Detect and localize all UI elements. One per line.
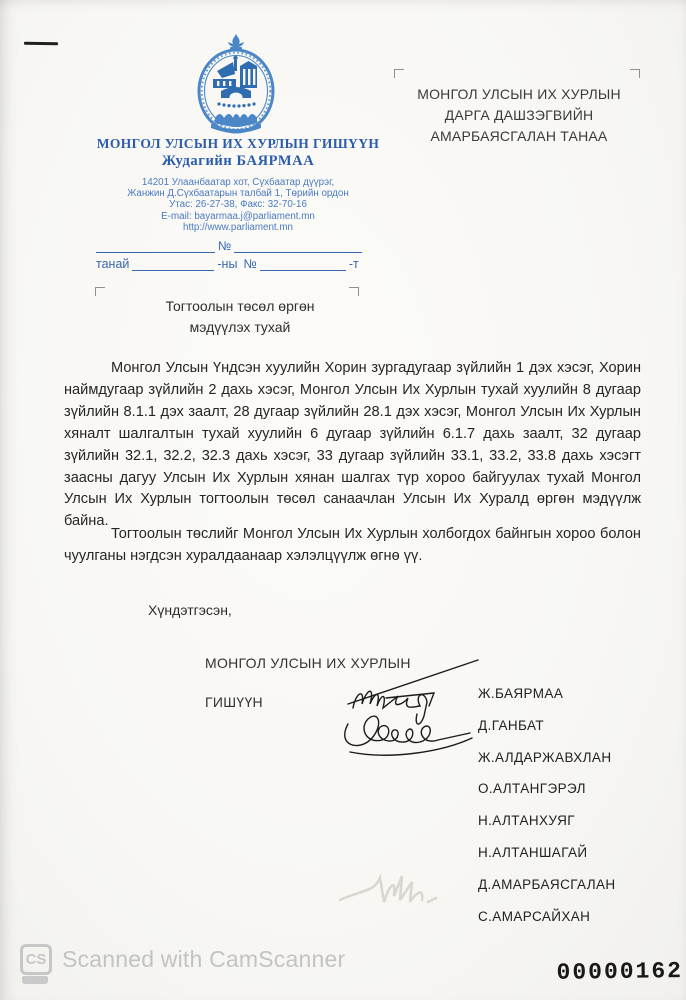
address-line: E-mail: bayarmaa.j@parliament.mn (161, 210, 315, 222)
blank-date-line (96, 240, 215, 253)
signer-name: Н.АЛТАНХУЯГ (478, 813, 575, 829)
signers-list (478, 686, 678, 940)
recipient-line: ДАРГА ДАШЗЭГВИЙН (444, 107, 594, 123)
ref-prefix: танай (96, 257, 130, 271)
ref-mid: -ны (217, 257, 238, 271)
number-sign: № (243, 257, 257, 271)
letterhead-member-name: Жудагийн БАЯРМАА (161, 153, 315, 169)
number-sign: № (218, 239, 232, 253)
blank-date-line (132, 258, 214, 271)
blank-number-line (234, 240, 362, 253)
recipient-line: МОНГОЛ УЛСЫН ИХ ХУРЛЫН (417, 86, 621, 102)
crop-mark (630, 69, 640, 78)
address-line: http://www.parliament.mn (183, 221, 293, 233)
signer-name: Ж.АЛДАРЖАВХЛАН (478, 749, 612, 765)
reference-line-incoming (96, 258, 362, 271)
signer-name: Н.АЛТАНШАГАЙ (478, 844, 588, 860)
signature-org: МОНГОЛ УЛСЫН ИХ ХУРЛЫН (205, 655, 411, 671)
signature-role: ГИШҮҮН (205, 694, 263, 710)
signer-name: Д.ГАНБАТ (478, 717, 545, 733)
crop-mark (349, 287, 359, 296)
handwritten-signature (320, 646, 490, 764)
recipient-block (396, 84, 642, 147)
document-stamp-number: 00000162 (556, 958, 684, 986)
subject-title (100, 296, 380, 337)
state-emblem (177, 33, 295, 135)
subject-line: Тогтоолын төсөл өргөн (165, 298, 315, 314)
signer-name: Ж.БАЯРМАА (478, 686, 564, 701)
recipient-line: АМАРБАЯСГАЛАН ТАНАА (430, 128, 608, 144)
cs-icon-base (22, 976, 48, 984)
ref-suffix: -т (348, 257, 359, 271)
scan-artifact-dash (24, 42, 58, 45)
address-line: Жанжин Д.Сүхбаатарын талбай 1, Төрийн ордон (127, 188, 349, 200)
body-paragraph-2: Тогтоолын төслийг Монгол Улсын Их Хурлын холбогдох байнгын хороо болон чуулганы нэгдсэн хуралдаанаар хэлэлцүүлж өгнө үү. (64, 526, 641, 564)
camscanner-watermark: Scanned with CamScanner (62, 946, 346, 972)
signer-name: С.АМАРСАЙХАН (478, 908, 591, 924)
signer-name: Д.АМАРБАЯСГАЛАН (478, 876, 616, 892)
closing-salutation: Хүндэтгэсэн, (148, 602, 232, 618)
letterhead-org-name: МОНГОЛ УЛСЫН ИХ ХУРЛЫН ГИШҮҮН (96, 136, 380, 151)
cs-icon-box: CS (20, 944, 52, 975)
camscanner-cs-icon (20, 944, 50, 984)
address-line: 14201 Улаанбаатар хот, Сүхбаатар дүүрэг, (141, 177, 335, 188)
reference-line-outgoing (96, 240, 362, 253)
crop-mark (95, 287, 105, 296)
letterhead-address (60, 177, 416, 233)
crop-mark (394, 69, 404, 78)
faint-pencil-scribble (332, 862, 447, 922)
body-paragraph-1: Монгол Улсын Үндсэн хуулийн Хорин зургадугаар зүйлийн 1 дэх хэсэг, Хорин наймдугаар зүйлийн 2 дахь хэсэг, Монгол Улсын Их Хурлын тухай хуулийн 8 дугаар зүйлийн 8.1.1 дэх заалт, 28 дугаар зүйлийн 28.1 дэх хэсэг, Монгол Улсын Их Хурлын хяналт шалгалтын тухай хуулийн 6 дугаар зүйлийн 6.1.7 дахь заалт, 32 дугаар зүйлийн 32.1, 32.2, 32.3 дахь хэсэг, 33 дугаар зүйлийн 33.1, 33.2, 33.8 дахь хэсэгт заасны дагуу Улсын Их Хурлын хянан шалгах түр хороо байгуулах тухай Монгол Улсын Их Хурлын тогтоолын төсөл санаачлан Улсын Их Хуралд өргөн мэдүүлж байна. (64, 360, 641, 530)
blank-number-line (260, 258, 346, 271)
signer-name: О.АЛТАНГЭРЭЛ (478, 781, 586, 797)
subject-line: мэдүүлэх тухай (189, 318, 291, 335)
address-line: Утас: 26-27-38, Факс: 32-70-16 (169, 199, 307, 211)
